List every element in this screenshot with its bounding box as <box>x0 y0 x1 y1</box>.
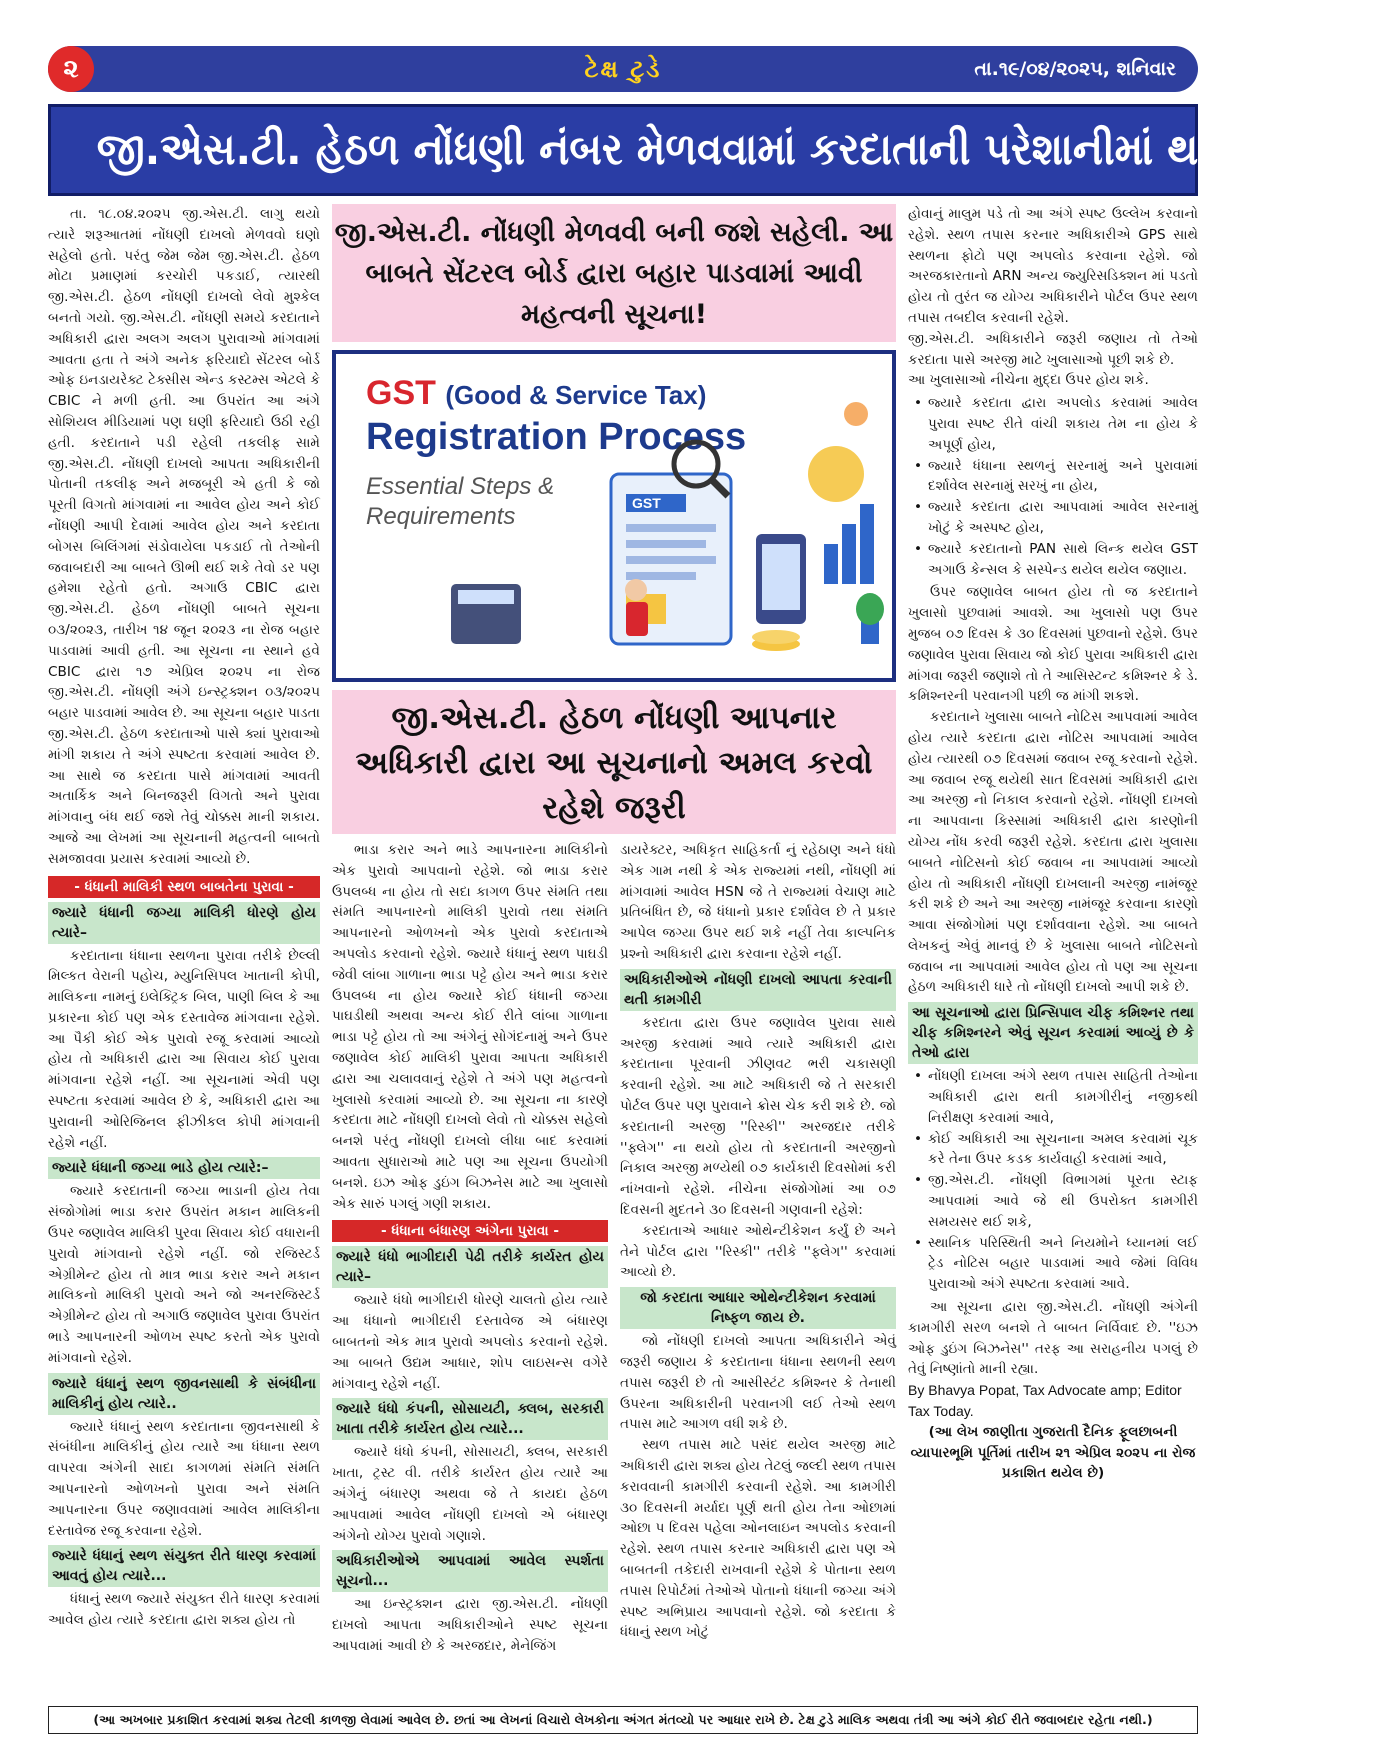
list-item: • નોંધણી દાખલા અંગે સ્થળ તપાસ સાહિતી તેઓના અધિકારી દ્વારા થતી કામગીરીનું નજીકથી નિરીક્ષણ કરવામાં આવે, <box>908 1066 1198 1128</box>
image-title-sub: (Good & Service Tax) <box>445 380 707 410</box>
article-column-left <box>48 204 320 1631</box>
paragraph: જી.એસ.ટી. અધિકારીને જરૂરી જણાય તો તેઓ કરદાતા પાસે અરજી માટે ખુલાસાઓ પૂછી શકે છે. <box>908 330 1198 368</box>
subheading: જ્યારે ધંધો કંપની, સોસાયટી, ક્લબ, સરકારી ખાતા તરીકે કાર્યરત હોય ત્યારે... <box>332 1398 608 1440</box>
byline: By Bhavya Popat, Tax Advocate amp; Editor Tax Today. <box>908 1382 1182 1420</box>
headline: જી.એસ.ટી. હેઠળ નોંધણી નંબર મેળવવામાં કરદાતાની પરેશાનીમાં થશે ઘટાડો!! <box>96 124 1373 175</box>
paragraph: કરદાતાના ધંધાના સ્થળના પુરાવા તરીકે છેલ્લી મિલ્કત વેરાની પહોચ, મ્યુનિસિપલ ખાતાની કોપી, માલિકના નામનું ઇલેક્ટ્રિક બિલ, પાણી બિલ કે આ પ્રકારના કોઈ પણ એક દસ્તાવેજ માંગવાના રહેશે. આ પૈકી કોઈ એક પુરાવો રજૂ કરવામાં આવ્યો હોય તો અધિકારી દ્વારા આ સિવાય કોઈ પુરાવા માંગવાના રહેશે નહીં. આ સૂચનામાં એવી પણ સ્પષ્ટતા કરવામાં આવેલ છે કે, અધિકારી દ્વારા આ પુરાવાની ઓરિજિનલ ફીઝીકલ કોપી માંગવાની રહેશે નહીં. <box>48 947 320 1151</box>
subheading: જ્યારે ધંધાનું સ્થળ સંયુક્ત રીતે ધારણ કરવામાં આવતું હોય ત્યારે... <box>48 1545 320 1587</box>
paragraph: જો નોંધણી દાખલો આપતા અધિકારીને એવું જરૂરી જણાય કે કરદાતાના ધંધાના સ્થળની સ્થળ તપાસ જરૂરી છે તો આસીસ્ટંટ કમિશ્નર કે તેનાથી ઉપરના અધિકારીની પરવાનગી લઈ તેઓ સ્થળ તપાસ માટે આગળ વધી શકે છે. <box>620 1333 896 1433</box>
paragraph: આ ઇન્સ્ટ્રક્શન દ્વારા જી.એસ.ટી. નોંધણી દાખલો આપતા અધિકારીઓને સ્પષ્ટ સૂચના આપવામાં આવી છે કે અરજદાર, મેનેજિંગ <box>332 1596 608 1654</box>
paragraph: ભાડા કરાર અને ભાડે આપનારના માલિકીનો એક પુરાવો આપવાનો રહેશે. જો ભાડા કરાર ઉપલબ્ધ ના હોય તો સદા કાગળ ઉપર સંમતિ તથા સંમતિ આપનારનો માલિકી પુરાવો તથા સંમતિ આપનારનો ઓળખનો એક પુરાવો કરદાતાએ અપલોડ કરવાનો રહેશે. જ્યારે ધંધાનું સ્થળ પાઘડી જેવી લાંબા ગાળાના ભાડા પટ્ટે હોય અને ભાડા કરાર ઉપલબ્ધ ના હોય જ્યારે કોઈ ધંધાની જગ્યા પાઘડીથી અથવા અન્ય કોઈ રીતે લાંબા ગાળાના ભાડા પટ્ટે હોય તો આ અંગેનું સોગંદનામું અને ઉપર જણાવેલ કોઈ માલિકી પુરાવા આપતા અધિકારી દ્વારા આ ચલાવવાનું રહેશે તે અંગે પણ મહત્વનો ખુલાસો કરવામાં આવ્યો છે. આ સૂચના ના કારણે કરદાતા માટે નોંધણી દાખલો લેવો તો ચોક્કસ સહેલો બનશે પરંતુ નોંધણી દાખલો લીધા બાદ કરવામાં આવતા સુધારાઓ માટે પણ આ સૂચના ઉપયોગી બનશે. ઇઝ ઓફ ડુઇંગ બિઝનેસ માટે આ ખુલાસો એક સારું પગલું ગણી શકાય. <box>332 842 608 1212</box>
bullet-list <box>908 393 1198 580</box>
paragraph: ધંધાનું સ્થળ જ્યારે સંયુક્ત રીતે ધારણ કરવામાં આવેલ હોય ત્યારે કરદાતા દ્વારા શક્ય હોય તો <box>48 1591 320 1629</box>
subheading: આ સૂચનાઓ દ્વારા પ્રિન્સિપાલ ચીફ કમિશ્નર તથા ચીફ કમિશ્નરને એવું સૂચન કરવામાં આવ્યું છે કે તેઓ દ્વારા <box>908 1002 1198 1064</box>
image-title-line2: Registration Process <box>366 416 747 458</box>
paragraph: કરદાતાને ખુલાસા બાબતે નોટિસ આપવામાં આવેલ હોય ત્યારે કરદાતા દ્વારા નોટિસ આપવામાં આવેલ હોય ત્યારથી ૦૭ દિવસમાં જવાબ રજૂ કરવાનો રહેશે. આ જવાબ રજૂ થયેથી સાત દિવસમાં અધિકારી દ્વારા આ અરજી નો નિકાલ કરવાનો રહેશે. નોંધણી દાખલો ના આપવાના કિસ્સામાં અધિકારી દ્વારા કારણોની યોગ્ય નોંધ કરવી જરૂરી રહેશે. કરદાતા દ્વારા ખુલાસા બાબતે નોટિસનો કોઈ જવાબ ના આપવામાં આવ્યો હોય તો અધિકારી નોંધણી દાખલાની અરજી નામંજૂર કરી શકે છે અને આ અરજી નામંજૂર કરવાના કારણો આવા સંજોગોમાં પણ દર્શાવવાના રહેશે. આ બાબતે લેખકનું એવું માનવું છે કે ખુલાસા બાબતે નોટિસનો જવાબ ના આપવામાં આવેલ હોય તો પણ આ સૂચના હેઠળ અધિકારી ધારે તો નોંધણી દાખલો આપી શકે છે. <box>908 709 1198 996</box>
paragraph: કરદાતા દ્વારા ઉપર જણાવેલ પુરાવા સાથે અરજી કરવામાં આવે ત્યારે અધિકારી દ્વારા કરદાતાના પૂરવાની ઝીણવટ ભરી ચકાસણી કરવાની રહેશે. આ માટે અધિકારી જે તે સરકારી પોર્ટલ ઉપર પણ પુરાવાને ક્રોસ ચેક કરી શકે છે. જો કરદાતાની અરજી ''રિસ્કી'' અરજદાર તરીકે ''ફ્લેગ'' ના થયો હોય તો કરદાતાની અરજીનો નિકાલ અરજી મળ્યેથી ૦૭ કાર્યકારી દિવસોમાં કરી નાંખવાનો રહેશે. નીચેના સંજોગોમાં આ ૦૭ દિવસની મુદતને ૩૦ દિવસની ગણવાની રહેશે: <box>620 1014 896 1218</box>
list-item: • જી.એસ.ટી. નોંધણી વિભાગમાં પૂરતા સ્ટાફ આપવામાં આવે જે થી ઉપરોક્ત કામગીરી સમયસર થઈ શકે, <box>908 1170 1198 1232</box>
list-item: • સ્થાનિક પરિસ્થિતી અને નિયમોને ધ્યાનમાં લઈ ટ્રેડ નોટિસ બહાર પાડવામાં આવે જેમાં વિવિધ પુરાવાઓ અંગે સ્પષ્ટતા કરવામાં આવે. <box>908 1233 1198 1295</box>
doc-label: GST <box>632 495 661 511</box>
publication-title: ટેક્ષ ટુડે <box>584 55 662 83</box>
subheading: જ્યારે ધંધાની જગ્યા ભાડે હોય ત્યારે:– <box>48 1157 320 1179</box>
paragraph: સ્થળ તપાસ માટે પસંદ થયેલ અરજી માટે અધિકારી દ્વારા શક્ય હોય તેટલું જલ્દી સ્થળ તપાસ કરાવવાની કામગીરી કરવાની રહેશે. આ કામગીરી ૩૦ દિવસની મર્યાદા પૂર્ણ થતી હોય તેના ઓછામાં ઓછા પ દિવસ પહેલા ઓનલાઇન અપલોડ કરવાની રહેશે. સ્થળ તપાસ કરનાર અધિકારી દ્વારા પણ એ બાબતની તકેદારી રાખવાની રહેશે કે પોતાના સ્થળ તપાસ રિપોર્ટમાં તેઓએ પોતાનો ધંધાની જગ્યા અંગે સ્પષ્ટ અભિપ્રાય આપવાનો રહેશે. જો કરદાતા કે ધંધાનું સ્થળ ખોટું <box>620 1437 896 1641</box>
list-item: • કોઈ અધિકારી આ સૂચનાના અમલ કરવામાં ચૂક કરે તેના ઉપર કડક કાર્યવાહી કરવામાં આવે, <box>908 1129 1198 1171</box>
gst-registration-image <box>332 350 896 682</box>
source-note: (આ લેખ જાણીતા ગુજરાતી દૈનિક ફૂલછાબની વ્યાપારભૂમિ પૂર્તિમાં તારીખ ૨૧ એપ્રિલ ૨૦૨૫ ના રોજ પ્રકાશિત થયેલ છે) <box>910 1423 1196 1482</box>
subheading: અધિકારીઓએ નોંધણી દાખલો આપતા કરવાની થતી કામગીરી <box>620 969 896 1011</box>
paragraph: ડાયરેક્ટર, અધિકૃત સાહિકર્તા નું રહેઠાણ અને ધંધો એક ગામ નથી કે એક રાજ્યમાં નથી, નોંધણી માં માંગવામાં આવેલ HSN જે તે રાજ્યમાં વેચાણ માટે પ્રતિબંધિત છે, જે ધંધાનો પ્રકાર દર્શાવેલ છે તે પ્રકાર આપેલ જગ્યા ઉપર થઈ શકે નહીં તેવા કાલ્પનિક પ્રશ્નો અધિકારી દ્વારા કરવાના રહેશે નહીં. <box>620 842 896 962</box>
article-column-middle-1 <box>332 840 608 1657</box>
paragraph: જ્યારે કરદાતાની જગ્યા ભાડાની હોય તેવા સંજોગોમાં ભાડા કરાર ઉપરાંત મકાન માલિકની ઉપર જણાવેલ માલિકી પુરવા સિવાય કોઈ વધારાની પુરાવો માંગવાનો રહેશે નહીં. જો રજિસ્ટર્ડ એગ્રીમેન્ટ હોય તો માત્ર ભાડા કરાર અને મકાન માલિકનો માલિકી પુરાવો અને જો અનરજિસ્ટર્ડ એગ્રીમેન્ટ હોય તો અગાઉ જણાવેલ પુરાવા ઉપરાંત ભાડે આપનારની ઓળખ સ્પષ્ટ કરતો એક પુરાવો માંગવાનો રહેશે. <box>48 1183 320 1366</box>
callout-top: જી.એસ.ટી. નોંધણી મેળવવી બની જશે સહેલી. આ બાબતે સેંટરલ બોર્ડ દ્વારા બહાર પાડવામાં આવી મહત્વની સૂચના! <box>332 204 896 342</box>
subheading: જ્યારે ધંધાનું સ્થળ જીવનસાથી કે સંબંધીના માલિકીનું હોય ત્યારે.. <box>48 1373 320 1415</box>
paragraph: જ્યારે ધંધો કંપની, સોસાયટી, ક્લબ, સરકારી ખાતા, ટ્રસ્ટ વી. તરીકે કાર્યરત હોય ત્યારે આ અંગેનું બંધારણ અથવા જે તે કાયદા હેઠળ આપવામાં આવેલ નોંધણી દાખલો એ બંધારણ અંગેનો યોગ્ય પુરાવો ગણાશે. <box>332 1444 608 1544</box>
paragraph: ઉપર જણાવેલ બાબત હોય તો જ કરદાતાને ખુલાસો પુછવામાં આવશે. આ ખુલાસો પણ ઉપર મુજબ ૦૭ દિવસ કે ૩૦ દિવસમાં પુછવાનો રહેશે. ઉપર જણાવેલ પુરાવા સિવાય જો કોઈ પુરાવા અધિકારી દ્વારા માંગવા જરૂરી જણાશે તો તે આસિસ્ટન્ટ કમિશ્નર કે ડે. કમિશ્નરની પરવાનગી પછી જ માંગી શકશે. <box>908 584 1198 705</box>
section-heading: - ધંધાના બંધારણ અંગેના પુરાવા - <box>332 1220 608 1242</box>
page-number: ૨ <box>48 46 94 92</box>
paragraph: તા. ૧૮.૦૪.૨૦૨૫ જી.એસ.ટી. લાગુ થયો ત્યારે શરૂઆતમાં નોંધણી દાખલો મેળવવો ઘણો સહેલો હતો. પરંતુ જેમ જેમ જી.એસ.ટી. હેઠળ મોટા પ્રમાણમાં કરચોરી પકડાઈ, ત્યારથી જી.એસ.ટી. હેઠળ નોંધણી દાખલો લેવો મુશ્કેલ બનતો ગયો. જી.એસ.ટી. નોંધણી સમયે કરદાતાને અધિકારી દ્વારા અલગ અલગ પુરાવાઓ માંગવામાં આવતા હતા તે અંગે અનેક ફરિયાદો સેંટરલ બોર્ડ ઓફ ઇનડાયરેક્ટ ટેક્સીસ એન્ડ કસ્ટમ્સ એટલે કે CBIC ને મળી હતી. આ ઉપરાંત આ અંગે સોશિયલ મીડિયામાં પણ ઘણી ફરિયાદો ઉઠી રહી હતી. કરદાતાને પડી રહેલી તકલીફ સામે જી.એસ.ટી. નોંધણી દાખલો આપતા અધિકારીની પોતાની તકલીફ અને મજબૂરી એ હતી કે જો પૂરતી વિગતો માંગવામાં ના આવેલ હોય અને કોઈ નોંધણી આપી દેવામાં આવેલ હોય અને કરદાતા બોગસ બિલિંગમાં સંડોવાયેલા પકડાઈ તો તેઓની જવાબદારી આ બાબતે ઊભી થઈ શકે તેવો ડર પણ હમેશા રહેતો હતો. અગાઉ CBIC દ્વારા જી.એસ.ટી. હેઠળ નોંધણી બાબતે સૂચના ૦૩/૨૦૨૩, તારીખ ૧૪ જૂન ૨૦૨૩ ના રોજ બહાર પાડવામાં આવી હતી. આ સૂચના ના સ્થાને હવે CBIC દ્વારા ૧૭ એપ્રિલ ૨૦૨૫ ના રોજ જી.એસ.ટી. નોંધણી અંગે ઇન્સ્ટ્રક્શન ૦૩/૨૦૨૫ બહાર પાડવામાં આવેલ છે. આ સૂચના બહાર પાડતા જી.એસ.ટી. હેઠળ કરદાતાઓ પાસે ક્યાં પુરાવાઓ માંગી શકાય તે અંગે સ્પષ્ટતા કરવામાં આવેલ છે. આ સાથે જ કરદાતા પાસે માંગવામાં આવતી અતાર્કિક અને બિનજરૂરી વિગતો અને પુરાવા માંગવાનુ બંધ થઈ જશે તેવું ચોક્કસ માની શકાય. આજે આ લેખમાં આ સૂચનાની મહત્વની બાબતો સમજાવવા પ્રયાસ કરવામાં આવ્યો છે. <box>48 206 320 867</box>
issue-date: તા.૧૯/૦૪/૨૦૨૫, શનિવાર <box>974 58 1176 80</box>
bullet-list <box>908 1066 1198 1295</box>
paragraph: કરદાતાએ આધાર ઓથેન્ટીકેશન કર્યું છે અને તેને પોર્ટલ દ્વારા ''રિસ્કી'' તરીકે ''ફ્લેગ'' કરવામાં આવ્યો છે. <box>620 1222 896 1281</box>
list-item: • જ્યારે કરદાતાનો PAN સાથે લિન્ક થયેલ GST અગાઉ કેન્સલ કે સસ્પેન્ડ થયેલ થયેલ જણાય. <box>908 539 1198 581</box>
list-item: • જ્યારે ધંધાના સ્થળનું સરનામું અને પુરાવામાં દર્શાવેલ સરનામું સરખું ના હોય, <box>908 456 1198 498</box>
article-column-right <box>908 204 1198 1484</box>
gst-registration-illustration-icon <box>336 354 896 684</box>
article-column-middle-2 <box>620 840 896 1643</box>
paragraph: જ્યારે ધંધાનું સ્થળ કરદાતાના જીવનસાથી કે સંબંધીના માલિકીનું હોય ત્યારે આ ધંધાના સ્થળ વાપરવા અંગેની સાદા કાગળમાં સંમતિ સંમતિ આપનારનો ઓળખનો પુરાવા અને સંમતિ આપનારના ઉપર જણાવવામાં આવેલ માલિકીના દસ્તાવેજ રજૂ કરવાના રહેશે. <box>48 1418 320 1539</box>
paragraph: આ ખુલાસાઓ નીચેના મુદ્દા ઉપર હોય શકે. <box>908 372 1149 389</box>
image-title-gst: GST <box>366 374 436 412</box>
list-item: • જ્યારે કરદાતા દ્વારા અપલોડ કરવામાં આવેલ પુરાવા સ્પષ્ટ રીતે વાંચી શકાય તેમ ના હોય કે અપૂર્ણ હોય, <box>908 393 1198 455</box>
masthead <box>48 46 1198 92</box>
subheading: જો કરદાતા આધાર ઓથેન્ટીકેશન કરવામાં નિષ્ફળ જાય છે. <box>620 1287 896 1329</box>
disclaimer-footer: (આ અખબાર પ્રકાશિત કરવામાં શક્ય તેટલી કાળજી લેવામાં આવેલ છે. છતાં આ લેખનાં વિચારો લેખકોના અંગત મંતવ્યો પર આધાર રાખે છે. ટેક્ષ ટુડે માલિક અથવા તંત્રી આ અંગે કોઈ રીતે જવાબદાર રહેતા નથી.) <box>48 1706 1198 1734</box>
subheading: અધિકારીઓએ આપવામાં આવેલ સ્પર્શતા સૂચનો... <box>332 1550 608 1592</box>
subheading: જ્યારે ધંધાની જગ્યા માલિકી ધોરણે હોય ત્યારે– <box>48 902 320 944</box>
subheading: જ્યારે ધંધો ભાગીદારી પેઢી તરીકે કાર્યરત હોય ત્યારે– <box>332 1246 608 1288</box>
callout-bottom: જી.એસ.ટી. હેઠળ નોંધણી આપનાર અધિકારી દ્વારા આ સૂચનાનો અમલ કરવો રહેશે જરૂરી <box>332 690 896 834</box>
paragraph: આ સૂચના દ્વારા જી.એસ.ટી. નોંધણી અંગેની કામગીરી સરળ બનશે તે બાબત નિર્વિવાદ છે. ''ઇઝ ઓફ ડુઇંગ બિઝનેસ'' તરફ આ સરાહનીય પગલું છે તેવું નિષ્ણાંતો માની રહ્યા. <box>908 1299 1198 1378</box>
headline-bar <box>48 104 1373 196</box>
list-item: • જ્યારે કરદાતા દ્વારા આપવામાં આવેલ સરનામું ખોટું કે અસ્પષ્ટ હોય, <box>908 497 1198 539</box>
paragraph: જ્યારે ધંધો ભાગીદારી ધોરણે ચાલતો હોય ત્યારે આ ધંધાનો ભાગીદારી દસ્તાવેજ એ બંધારણ બાબતનો એક માત્ર પુરાવો અપલોડ કરવાનો રહેશે. આ બાબતે ઉદ્યમ આધાર, શોપ લાઇસન્સ વગેરે માંગવાનુ રહેશે નહીં. <box>332 1292 608 1392</box>
paragraph: હોવાનું માલુમ પડે તો આ અંગે સ્પષ્ટ ઉલ્લેખ કરવાનો રહેશે. સ્થળ તપાસ કરનાર અધિકારીએ GPS સાથે સ્થળના ફોટો પણ અપલોડ કરવાના રહેશે. જો અરજકારતાનો ARN અન્ય જ્યુરિસડિક્શન માં પડતો હોય તો તુરંત જ યોગ્ય અધિકારીને પોર્ટલ ઉપર સ્થળ તપાસ તબદીલ કરવાની રહેશે. <box>908 206 1198 326</box>
section-heading: - ધંધાની માલિકી સ્થળ બાબતેના પુરાવા - <box>48 876 320 898</box>
image-caption: Essential Steps & Requirements <box>366 473 555 530</box>
